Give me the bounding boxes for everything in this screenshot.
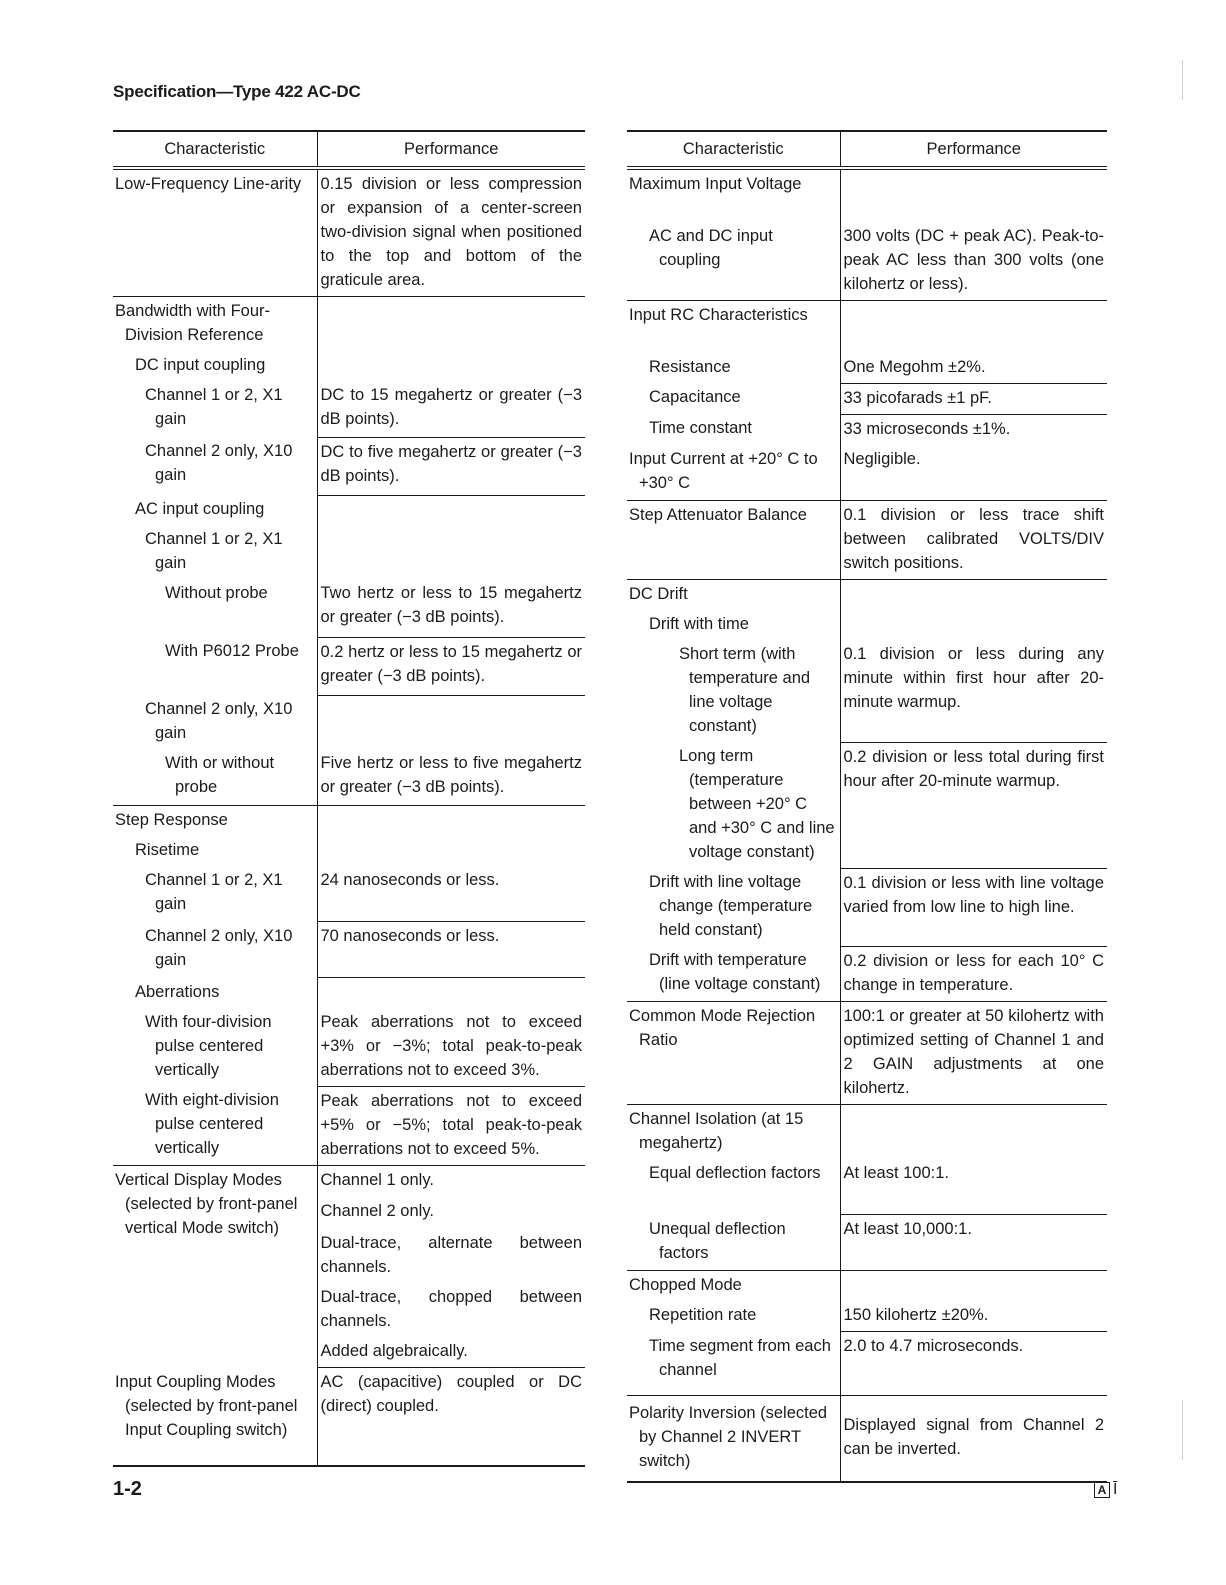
characteristic-cell: AC and DC input coupling [627,222,840,301]
characteristic-cell: Without probe [113,579,317,637]
characteristic-cell: Equal deflection factors [627,1159,840,1215]
table-row [113,866,585,922]
table-row [113,805,585,836]
table-row [627,353,1107,384]
performance-cell: Five hertz or less to five megahertz or greater (−3 dB points). [317,749,585,805]
characteristic-cell: Resistance [627,353,840,384]
table-row [627,1001,1107,1104]
table-row [113,978,585,1008]
characteristic-cell: Channel 2 only, X10 gain [113,437,317,495]
characteristic-cell: Input Coupling Modes (selected by front-panel Input Coupling switch) [113,1368,317,1466]
table-row [627,742,1107,868]
characteristic-cell: Channel 1 or 2, X1 gain [113,381,317,437]
table-row [627,1396,1107,1482]
table-row [627,383,1107,414]
characteristic-cell: Channel 1 or 2, X1 gain [113,866,317,922]
table-row [627,640,1107,742]
performance-cell: Peak aberrations not to exceed +3% or −3%; total peak-to-peak aberrations not to exceed 3%. [317,1008,585,1087]
performance-cell: Channel 2 only. [320,1202,434,1220]
characteristic-cell: Short term (with temperature and line voltage constant) [627,640,840,742]
table-row [113,749,585,805]
performance-cell: 33 picofarads ±1 pF. [840,383,1107,414]
header-row [627,131,1107,168]
characteristic-cell: With or without probe [113,749,317,805]
spec-table-right [627,130,1107,1483]
characteristic-cell: Drift with line voltage change (temperature held constant) [627,868,840,946]
table-row [627,1332,1107,1396]
performance-cell: Added algebraically. [317,1337,585,1368]
characteristic-cell: Vertical Display Modes (selected by front-panel vertical Mode switch) [113,1165,317,1368]
performance-cell: DC to 15 megahertz or greater (−3 dB points). [317,381,585,437]
characteristic-cell: Input Current at +20° C to +30° C [627,445,840,501]
performance-cell [317,525,585,579]
table-row [113,351,585,381]
table-row [113,1086,585,1165]
performance-cell: 0.15 division or less compression or expansion of a center-screen two-division signal when positioned to the top and bottom of the graticule area. [317,168,585,297]
spec-table-left [113,130,585,1467]
table-row [113,1008,585,1087]
performance-cell: 2.0 to 4.7 microseconds. [840,1332,1107,1396]
table-row [627,445,1107,501]
table-row [113,836,585,866]
table-row [627,168,1107,222]
performance-cell [317,351,585,381]
performance-cell: Dual-trace, alternate between channels. [320,1234,582,1276]
performance-cell: DC to five megahertz or greater (−3 dB points). [317,437,585,495]
characteristic-cell: With P6012 Probe [113,637,317,695]
performance-cell: Two hertz or less to 15 megahertz or greater (−3 dB points). [317,579,585,637]
header-row [113,131,585,168]
table-row [113,579,585,637]
characteristic-cell: DC input coupling [113,351,317,381]
performance-cell: 0.1 division or less during any minute within first hour after 20-minute warmup. [840,640,1107,742]
table-row [113,297,585,352]
characteristic-cell: Drift with time [627,610,840,640]
performance-cell: At least 10,000:1. [840,1215,1107,1271]
performance-cell: 300 volts (DC + peak AC). Peak-to-peak AC less than 300 volts (one kilohertz or less). [840,222,1107,301]
performance-cell: 70 nanoseconds or less. [317,922,585,978]
performance-cell: 0.1 division or less with line voltage varied from low line to high line. [840,868,1107,946]
performance-cell [317,978,585,1008]
characteristic-cell: Polarity Inversion (selected by Channel 2 INVERT switch) [627,1396,840,1482]
scan-edge-line [1182,60,1183,100]
characteristic-cell: Long term (temperature between +20° C and +30° C and line voltage constant) [627,742,840,868]
performance-cell: Negligible. [840,445,1107,501]
performance-cell [317,695,585,749]
performance-cell: At least 100:1. [840,1159,1107,1215]
performance-cell: One Megohm ±2%. [840,353,1107,384]
page-number: 1-2 [113,1478,142,1500]
revision-glyph: Ī [1113,1481,1118,1498]
table-row [627,580,1107,611]
characteristic-cell: Time segment from each channel [627,1332,840,1396]
performance-cell: Displayed signal from Channel 2 can be inverted. [840,1396,1107,1482]
characteristic-cell: With eight-division pulse centered vertically [113,1086,317,1165]
characteristic-cell: Channel Isolation (at 15 megahertz) [627,1104,840,1159]
performance-cell: 0.2 division or less total during first hour after 20-minute warmup. [840,742,1107,868]
table-row [113,637,585,695]
performance-cell: Dual-trace, chopped between channels. [320,1288,582,1330]
table-row [113,381,585,437]
characteristic-cell: Aberrations [113,978,317,1008]
characteristic-cell: Time constant [627,414,840,445]
page-title: Specification—Type 422 AC-DC [113,82,361,101]
scan-edge-line [1182,1400,1183,1460]
table-row [113,922,585,978]
table-row [627,1104,1107,1159]
characteristic-cell: Step Attenuator Balance [627,501,840,580]
table-row [627,946,1107,1001]
table-row [113,525,585,579]
performance-cell: Channel 1 only. [320,1170,434,1189]
characteristic-cell: Risetime [113,836,317,866]
characteristic-cell: Unequal deflection factors [627,1215,840,1271]
table-row [627,1271,1107,1302]
characteristic-cell: Common Mode Rejection Ratio [627,1001,840,1104]
performance-cell [840,580,1107,611]
characteristic-cell: DC Drift [627,580,840,611]
table-row [113,168,585,297]
performance-cell: 150 kilohertz ±20%. [840,1301,1107,1332]
table-row [627,501,1107,580]
characteristic-cell: Bandwidth with Four-Division Reference [113,297,317,352]
characteristic-cell: Chopped Mode [627,1271,840,1302]
table-row [627,414,1107,445]
table-row [627,610,1107,640]
characteristic-cell: Capacitance [627,383,840,414]
characteristic-cell: Input RC Characteristics [627,301,840,353]
characteristic-cell: Channel 2 only, X10 gain [113,922,317,978]
characteristic-cell: Maximum Input Voltage [627,168,840,222]
characteristic-cell: Channel 1 or 2, X1 gain [113,525,317,579]
characteristic-cell: Repetition rate [627,1301,840,1332]
table-row [627,222,1107,301]
performance-header: Performance [317,131,585,168]
performance-cell: 33 microseconds ±1%. [843,419,1011,438]
performance-cell: 0.1 division or less trace shift between calibrated VOLTS/DIV switch positions. [840,501,1107,580]
performance-cell [317,836,585,866]
revision-mark [1094,1481,1117,1499]
characteristic-cell: Channel 2 only, X10 gain [113,695,317,749]
table-row [113,437,585,495]
characteristic-header: Characteristic [627,131,840,168]
performance-cell [840,1104,1107,1159]
performance-cell: 0.2 division or less for each 10° C change in temperature. [840,946,1107,1001]
table-row [627,301,1107,353]
performance-cell: 24 nanoseconds or less. [317,866,585,922]
revision-box: A [1094,1482,1110,1498]
table-row [627,1159,1107,1215]
performance-cell [840,301,1107,353]
table-row [113,695,585,749]
performance-cell: Peak aberrations not to exceed +5% or −5%; total peak-to-peak aberrations not to exceed 5%. [317,1086,585,1165]
performance-cell [840,1271,1107,1302]
performance-cell [317,805,585,836]
table-row [113,1368,585,1466]
table-row [627,868,1107,946]
performance-cell [317,495,585,525]
characteristic-cell: Low-Frequency Line-arity [113,168,317,297]
table-row [113,495,585,525]
characteristic-cell: Drift with temperature (line voltage constant) [627,946,840,1001]
performance-cell [840,168,1107,222]
performance-cell: 0.2 hertz or less to 15 megahertz or greater (−3 dB points). [317,637,585,695]
characteristic-cell: With four-division pulse centered vertically [113,1008,317,1087]
performance-cell [840,610,1107,640]
table-row [627,1215,1107,1271]
table-row [627,1301,1107,1332]
performance-cell [317,297,585,352]
performance-cell: AC (capacitive) coupled or DC (direct) coupled. [317,1368,585,1466]
characteristic-cell: AC input coupling [113,495,317,525]
performance-header: Performance [840,131,1107,168]
performance-cell: 100:1 or greater at 50 kilohertz with optimized setting of Channel 1 and 2 GAIN adjustments at one kilohertz. [840,1001,1107,1104]
characteristic-header: Characteristic [113,131,317,168]
characteristic-cell: Step Response [113,805,317,836]
table-row [113,1165,585,1197]
